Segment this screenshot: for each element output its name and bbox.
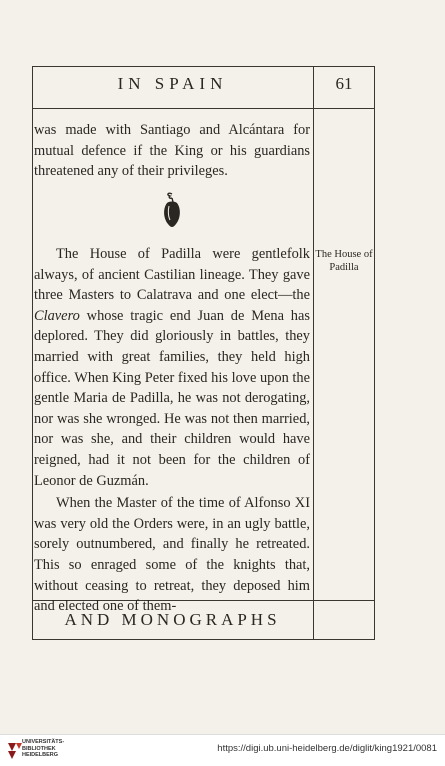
running-header: IN SPAIN (117, 74, 228, 93)
paragraph (34, 244, 310, 491)
running-footer: AND MONOGRAPHS (64, 610, 281, 629)
text-block-1 (34, 120, 310, 182)
margin-note: The House of Padilla (315, 249, 373, 273)
text-block-2 (34, 244, 310, 617)
text-run: The House of Padilla were gentlefolk always, of ancient Castilian lineage. They gave three Masters to Calatrava and one elect—the (34, 246, 310, 304)
library-name: UNIVERSITÄTS- BIBLIOTHEK HEIDELBERG (22, 739, 65, 758)
text-run: whose tragic end Juan de Mena has deplored. They did gloriously in battles, they married with great families, they held high office. When King Peter fixed his love upon the gentle Maria de Padilla, he was not derogating, nor was she wronged. He was not then married, nor was she, and their children would have reigned, had it not been for the children of Leonor de Guzmán. (34, 307, 310, 489)
paragraph: was made with Santiago and Alcántara for mutual defence if the King or his guardians threatened any of their privileges. (34, 122, 310, 180)
italic-text-run: Clavero (34, 307, 80, 324)
header-rule (32, 108, 375, 109)
page-number: 61 (335, 74, 353, 93)
page-url-link[interactable]: https://digi.ub.uni-heidelberg.de/diglit/king1921/0081 (217, 743, 437, 754)
margin-divider (313, 66, 314, 640)
paragraph: When the Master of the time of Alfonso XI was very old the Orders were, in an ugly battle, sorely outnumbered, and finally he retreated. This so enraged some of the knights that, without ceasing to retreat, they deposed him and elected one of them- (34, 495, 310, 615)
pomegranate-ornament-icon (160, 190, 184, 230)
viewer-toolbar (0, 734, 445, 766)
